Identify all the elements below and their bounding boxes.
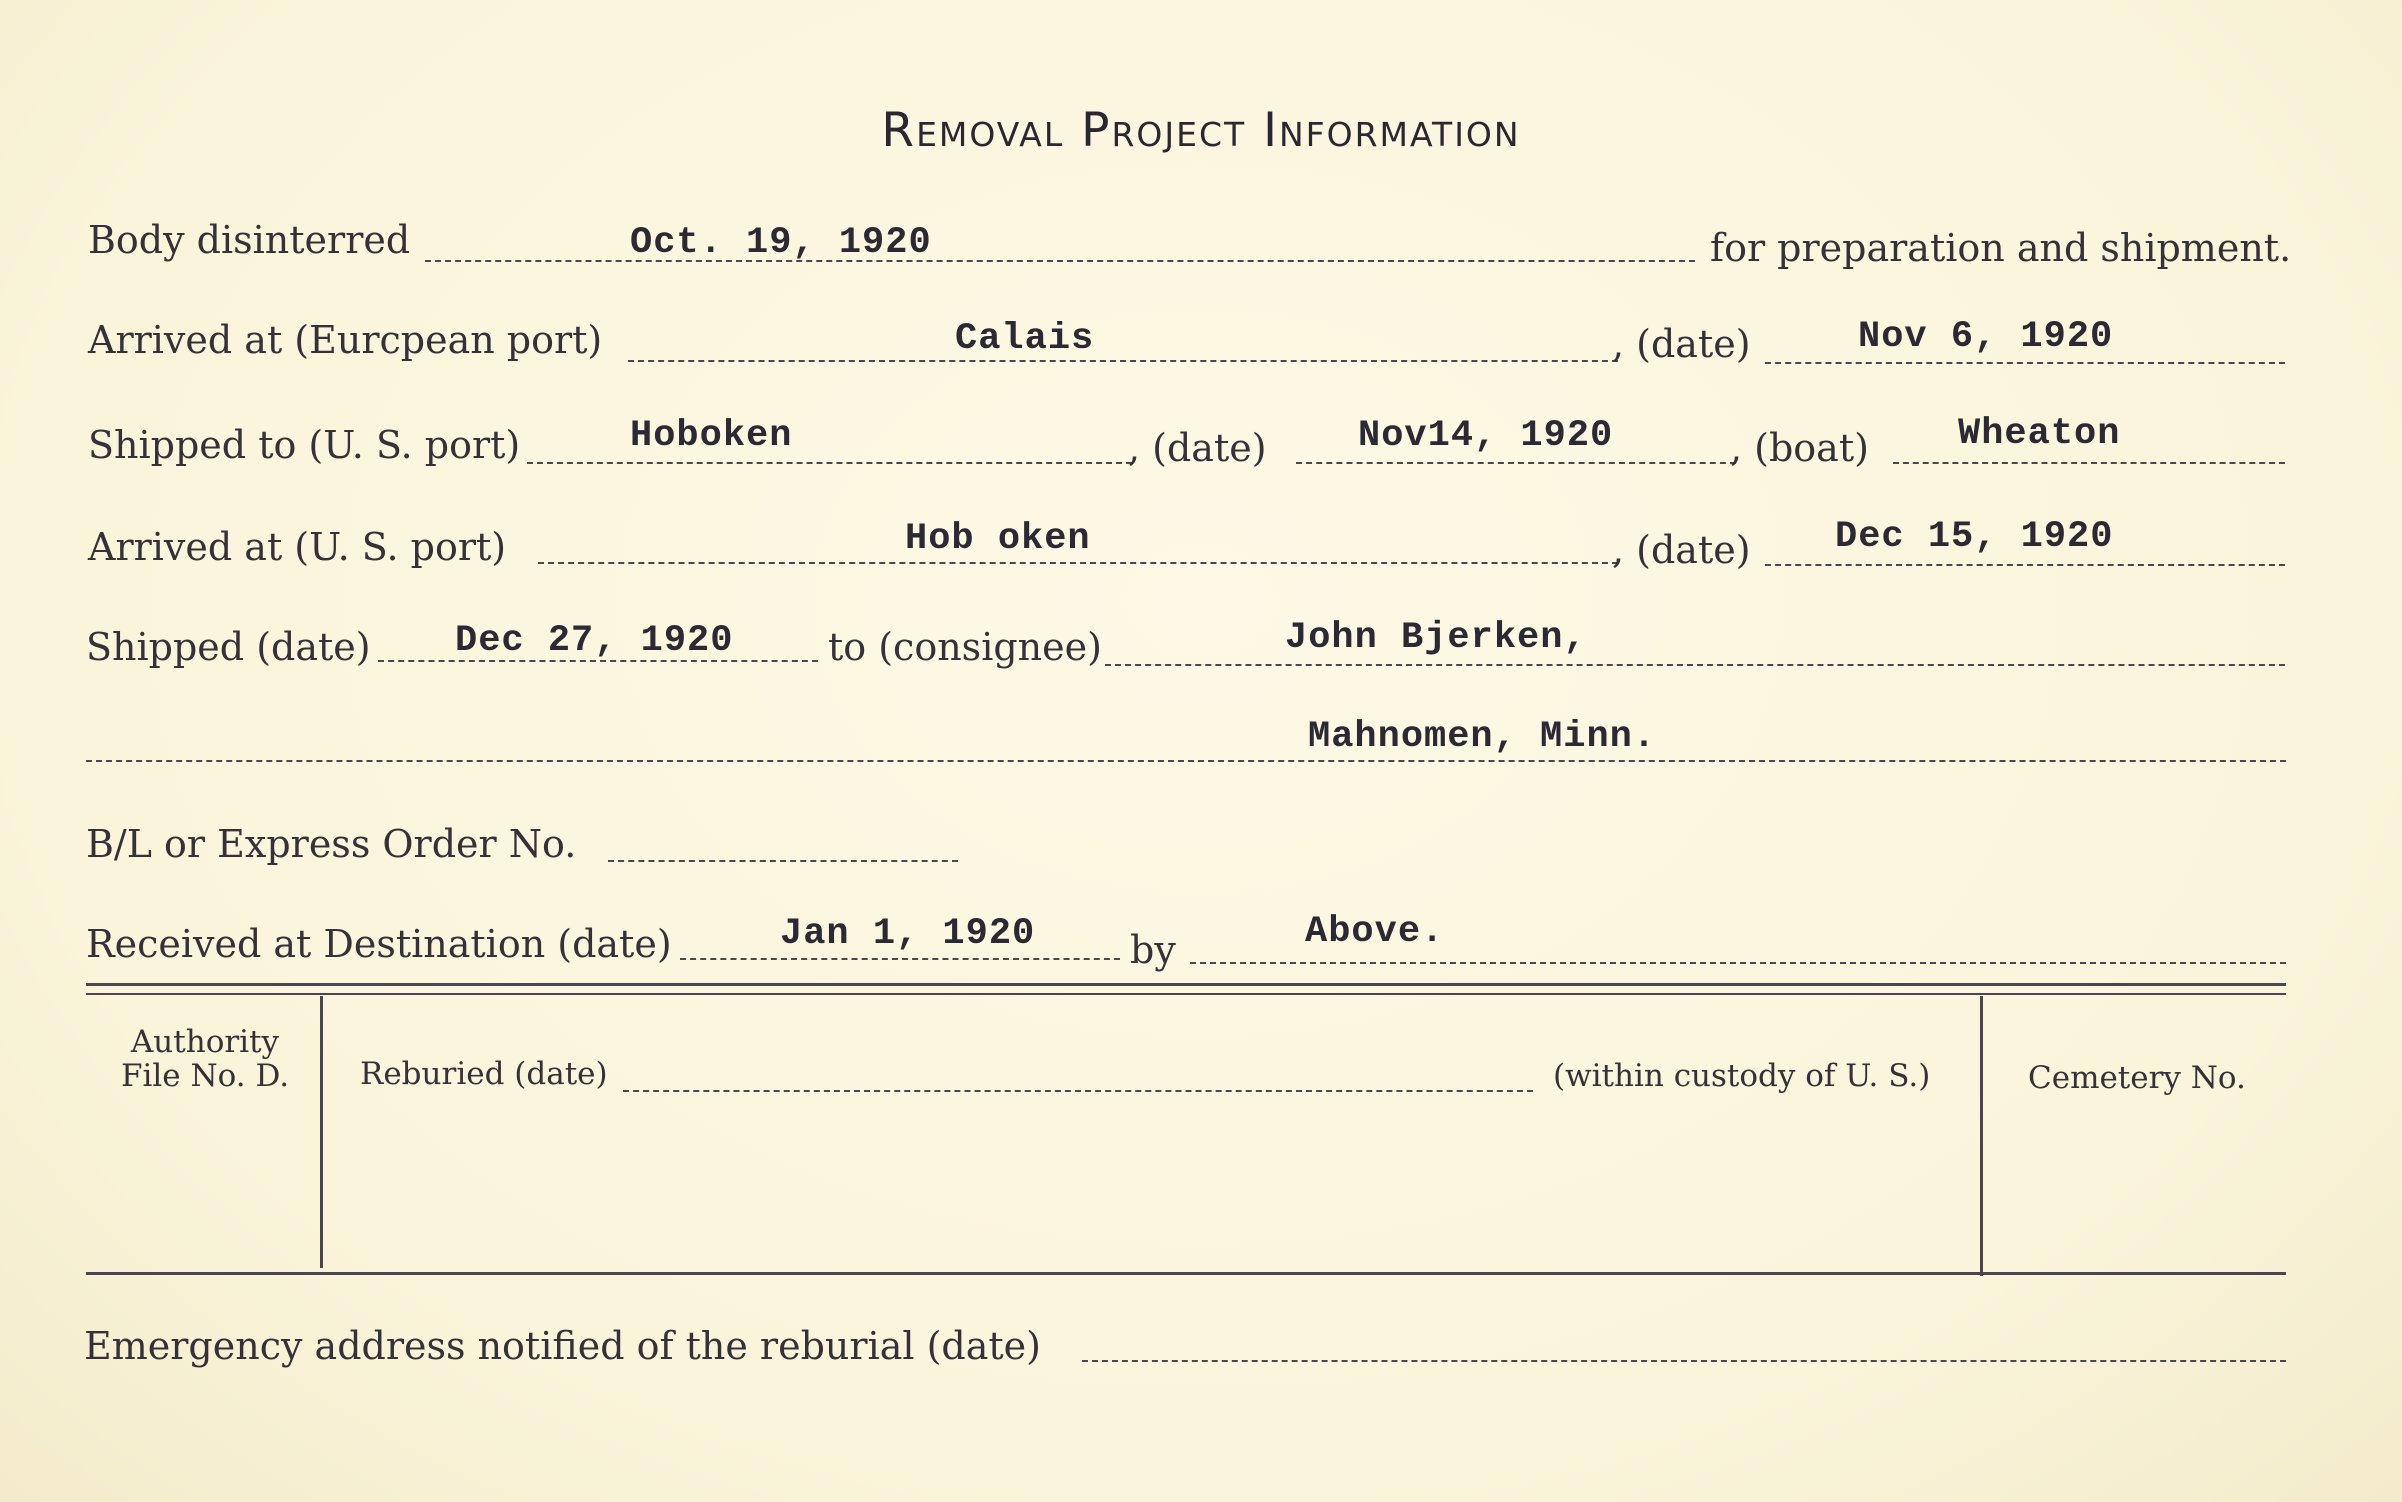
label-arrived-european-port: Arrived at (Eurcpean port) (88, 318, 603, 362)
divider-rule (86, 983, 2286, 986)
label-within-custody: (within custody of U. S.) (1553, 1058, 1931, 1094)
label-date-2: , (date) (1128, 426, 1267, 470)
us-port-shipped-date-field[interactable]: Nov14, 1920 (1358, 415, 1614, 457)
label-body-disinterred: Body disinterred (88, 218, 411, 262)
label-date-1: , (date) (1612, 322, 1751, 366)
dotted-line (86, 760, 2286, 762)
dotted-line (1105, 664, 2285, 666)
us-port-arrived-field[interactable]: Hob oken (905, 518, 1091, 560)
dotted-line (1765, 564, 2285, 566)
form-title: Removal Project Information (881, 103, 1521, 158)
label-date-3: , (date) (1612, 528, 1751, 572)
dotted-line (425, 260, 1695, 262)
dotted-line (680, 958, 1120, 960)
dotted-line (1765, 362, 2285, 364)
column-divider (1980, 996, 1983, 1276)
label-reburied-date: Reburied (date) (360, 1056, 608, 1092)
label-shipped-date: Shipped (date) (86, 625, 371, 669)
label-cemetery-no: Cemetery No. (2028, 1060, 2246, 1096)
consignee-address-field[interactable]: Mahnomen, Minn. (1308, 716, 1657, 758)
dotted-line (1190, 962, 2286, 964)
dotted-line (628, 360, 1618, 362)
label-to-consignee: to (consignee) (828, 625, 1102, 669)
dotted-line (1893, 462, 2285, 464)
dotted-line (623, 1090, 1533, 1092)
authority-label-line2: File No. D. (120, 1058, 290, 1094)
dotted-line (608, 860, 958, 862)
label-received-destination: Received at Destination (date) (86, 922, 672, 966)
european-port-field[interactable]: Calais (955, 318, 1095, 360)
boat-name-field[interactable]: Wheaton (1958, 413, 2121, 455)
label-shipped-to-us-port: Shipped to (U. S. port) (88, 423, 521, 467)
label-emergency-address: Emergency address notified of the reburial (date) (84, 1324, 1041, 1368)
european-port-date-field[interactable]: Nov 6, 1920 (1858, 316, 2114, 358)
label-for-preparation: for preparation and shipment. (1710, 226, 2292, 270)
shipped-date-field[interactable]: Dec 27, 1920 (455, 620, 734, 662)
dotted-line (1296, 462, 1736, 464)
divider-rule (86, 993, 2286, 995)
received-by-field[interactable]: Above. (1305, 911, 1445, 953)
dotted-line (527, 462, 1132, 464)
authority-label-line1: Authority (130, 1024, 280, 1060)
label-boat: , (boat) (1730, 426, 1869, 470)
label-arrived-us-port: Arrived at (U. S. port) (88, 525, 507, 569)
us-port-arrived-date-field[interactable]: Dec 15, 1920 (1835, 516, 2114, 558)
bottom-rule (86, 1272, 2286, 1275)
column-divider (320, 996, 323, 1268)
consignee-name-field[interactable]: John Bjerken, (1285, 617, 1587, 659)
label-bl-order: B/L or Express Order No. (86, 822, 577, 866)
body-disinterred-date-field[interactable]: Oct. 19, 1920 (630, 222, 932, 264)
label-by: by (1130, 928, 1176, 972)
authority-file-label (90, 1025, 320, 1093)
dotted-line (1082, 1360, 2286, 1362)
received-date-field[interactable]: Jan 1, 1920 (780, 913, 1036, 955)
us-port-shipped-field[interactable]: Hoboken (630, 415, 793, 457)
dotted-line (538, 562, 1618, 564)
